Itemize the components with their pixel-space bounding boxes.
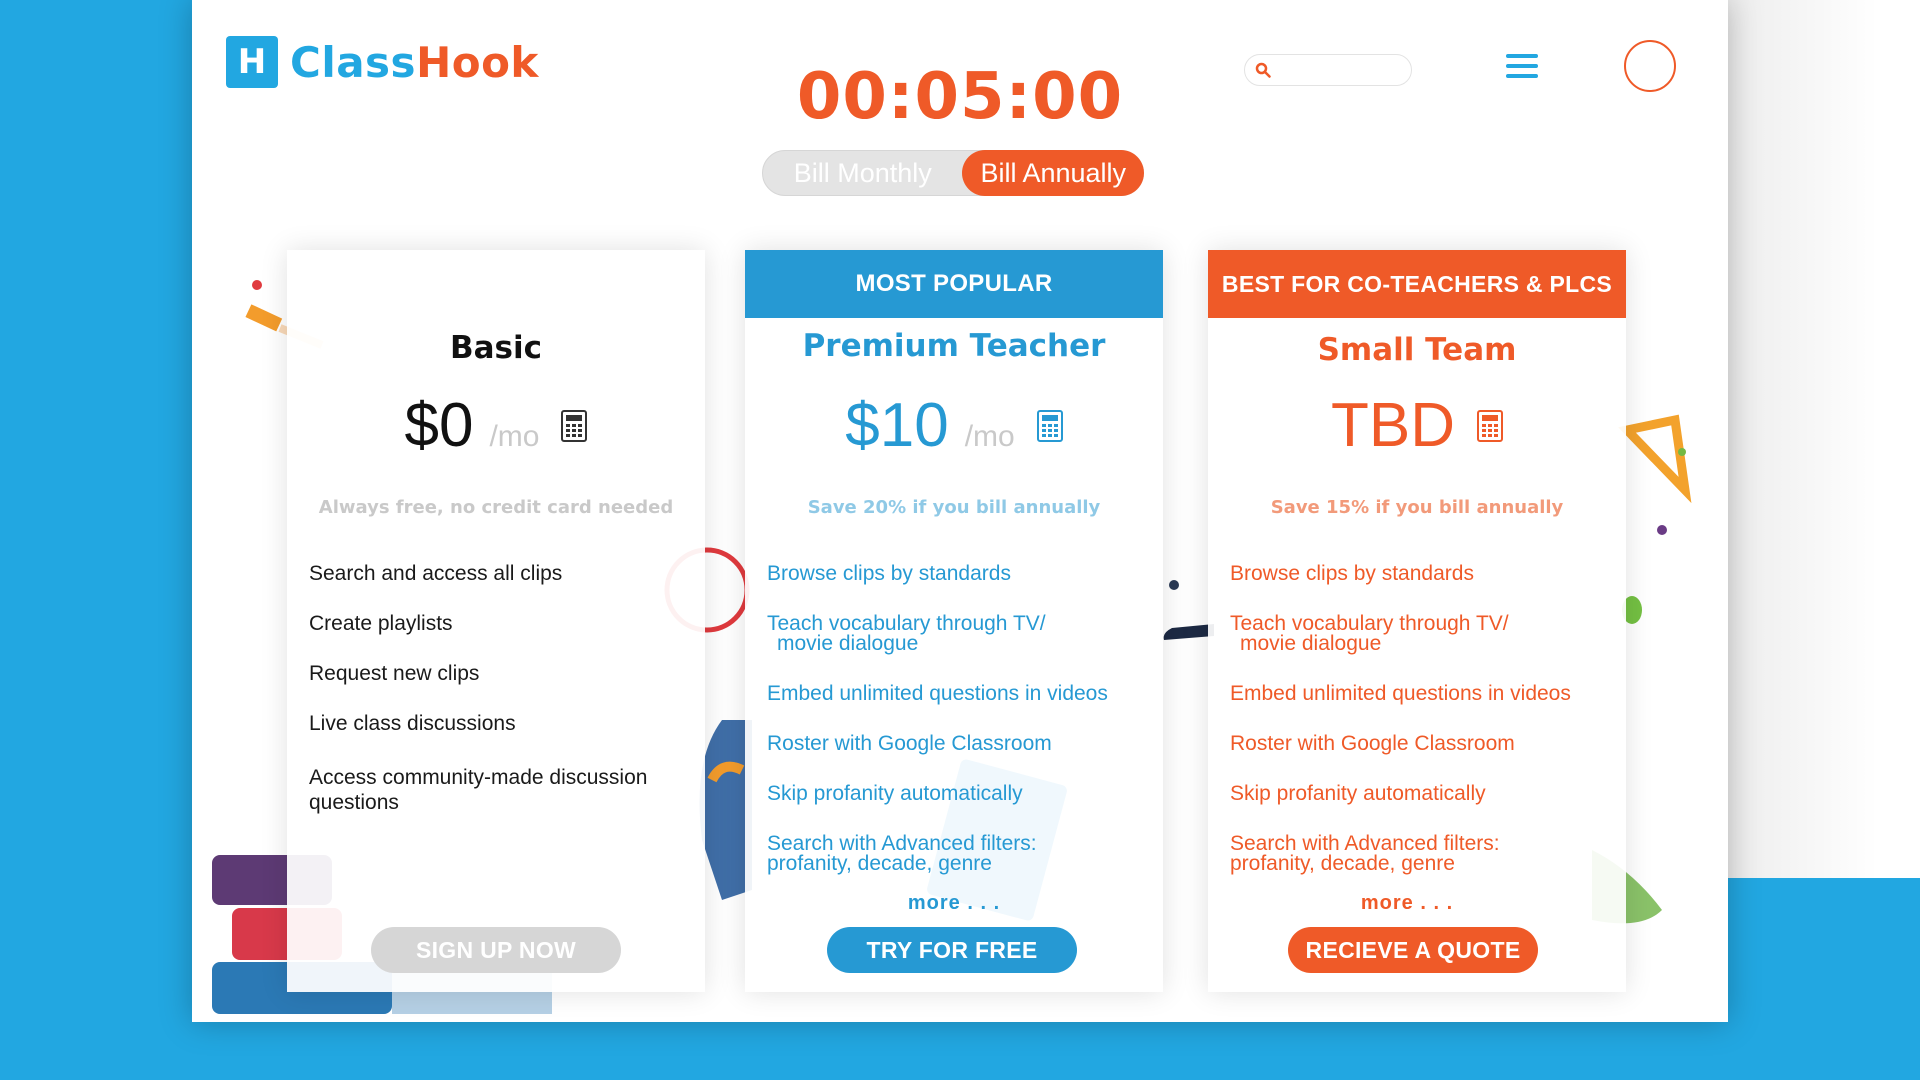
calculator-icon[interactable] [561,410,587,442]
more-features-link[interactable]: more . . . [907,892,1001,914]
plan-note: Always free, no credit card needed [318,497,674,518]
calculator-icon[interactable] [1037,410,1063,442]
feature-item: Live class discussions [309,712,516,735]
calculator-icon[interactable] [1477,410,1503,442]
plan-price: TBD [1331,391,1455,460]
best-for-co-teachers-banner: BEST FOR CO-TEACHERS & PLCS [1208,250,1626,318]
plan-title: Basic [449,330,542,366]
price-row [287,390,705,461]
search-input[interactable] [1279,62,1399,78]
hamburger-menu-icon[interactable] [1506,54,1538,82]
feature-item: Browse clips by standards [1230,562,1474,585]
window-shadow [1728,0,1878,878]
feature-item: Search and access all clips [309,562,563,585]
countdown-timer: 00:05:00 [796,60,1124,134]
bill-monthly-option[interactable]: Bill Monthly [793,157,932,188]
feature-item: movie dialogue [1240,632,1382,655]
feature-item: profanity, decade, genre [1230,852,1455,875]
sign-up-now-button[interactable]: SIGN UP NOW [371,927,621,973]
feature-item: Roster with Google Classroom [1230,732,1515,755]
feature-item: Embed unlimited questions in videos [767,682,1108,705]
plan-title: Small Team [1317,332,1517,368]
plan-card-basic [287,250,705,992]
feature-item: Search with Advanced filters: [767,832,1037,855]
more-features-link[interactable]: more . . . [1360,892,1454,914]
feature-item: Request new clips [309,662,480,685]
logo-wordmark: ClassHook [290,37,539,87]
background-left-panel [0,0,192,1080]
logo-icon: H [226,36,278,88]
feature-item: Browse clips by standards [767,562,1011,585]
feature-item: Create playlists [309,612,453,635]
feature-item: movie dialogue [777,632,919,655]
bill-annually-option[interactable]: Bill Annually [962,150,1144,196]
feature-item: questions [309,791,399,814]
price-period: /mo [964,420,1015,453]
price-row [745,390,1163,461]
background-bottom-panel [0,1022,1920,1080]
feature-item: Roster with Google Classroom [767,732,1052,755]
feature-item: Teach vocabulary through TV/ [767,612,1046,635]
feature-item: Skip profanity automatically [767,782,1023,805]
feature-item: Teach vocabulary through TV/ [1230,612,1509,635]
billing-toggle[interactable] [762,150,1144,196]
price-row [1208,390,1626,461]
feature-item: profanity, decade, genre [767,852,992,875]
plan-note: Save 20% if you bill annually [807,497,1101,518]
try-for-free-button[interactable]: TRY FOR FREE [827,927,1077,973]
plan-price: $10 [845,391,949,460]
feature-item: Access community-made discussion [309,766,648,789]
search-icon[interactable] [1255,62,1271,78]
plan-title: Premium Teacher [802,328,1106,364]
search-box[interactable] [1244,54,1412,86]
pricing-window [192,0,1728,1022]
plan-price: $0 [404,391,474,460]
recieve-a-quote-button[interactable]: RECIEVE A QUOTE [1288,927,1538,973]
feature-item: Embed unlimited questions in videos [1230,682,1571,705]
price-period: /mo [489,420,540,453]
most-popular-banner: MOST POPULAR [745,250,1163,318]
user-avatar[interactable] [1624,40,1676,92]
plan-card-small-team [1208,250,1626,992]
feature-item: Skip profanity automatically [1230,782,1486,805]
plan-card-premium-teacher [745,250,1163,992]
feature-item: Search with Advanced filters: [1230,832,1500,855]
plan-note: Save 15% if you bill annually [1270,497,1564,518]
